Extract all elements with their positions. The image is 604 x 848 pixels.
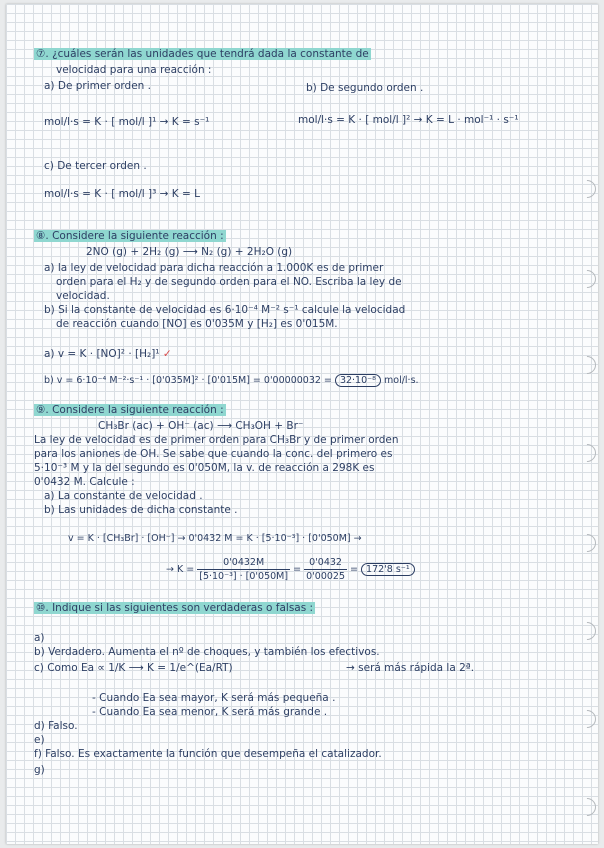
q9-result: 172'8 s⁻¹ <box>361 563 415 576</box>
binder-ring-icon <box>574 176 599 201</box>
q7-title: ⑦. ¿cuáles serán las unidades que tendrá dada la constante de <box>36 48 369 60</box>
q9-text-1: La ley de velocidad es de primer orden para CH₃Br y de primer orden <box>34 434 399 446</box>
q9-text-3: 5·10⁻³ M y la del segundo es 0'050M, la v. de reacción a 298K es <box>34 462 375 474</box>
q8-b-result: 32·10⁻⁸ <box>335 374 381 387</box>
q9-title: ⑨. Considere la siguiente reacción : <box>36 404 224 416</box>
q9-fraction-2: $\frac{0'0432}{0'00025}$ <box>306 557 346 582</box>
q9-fraction-1: $\frac{0'0432M}{\text{[5·10⁻³] · [0'050M]}}$ <box>199 557 289 582</box>
q10-title: ⑩. Indique si las siguientes son verdaderas o falsas : <box>36 602 314 614</box>
q10-e: e) <box>34 734 45 746</box>
q7-c-label: c) De tercer orden . <box>44 160 147 172</box>
q10-a: a) <box>34 632 45 644</box>
q9-part-a: a) La constante de velocidad . <box>44 490 203 502</box>
q10-c-right: → será más rápida la 2ª. <box>346 662 475 674</box>
binder-ring-icon <box>574 706 599 731</box>
q9-part-b: b) Las unidades de dicha constante . <box>44 504 238 516</box>
binder-ring-icon <box>574 530 599 555</box>
q9-text-4: 0'0432 M. Calcule : <box>34 476 135 488</box>
q8-a-text-1: a) la ley de velocidad para dicha reacción a 1.000K es de primer <box>44 262 384 274</box>
binder-ring-icon <box>574 794 599 819</box>
check-mark-icon: ✓ <box>162 348 172 360</box>
q10-f: f) Falso. Es exactamente la función que desempeña el catalizador. <box>34 748 382 760</box>
notebook-page <box>6 4 598 844</box>
q7-a-label: a) De primer orden . <box>44 80 152 92</box>
q10-c-3: - Cuando Ea sea menor, K será más grande . <box>92 706 328 718</box>
q8-b-text-2: de reacción cuando [NO] es 0'035M y [H₂] es 0'015M. <box>56 318 338 330</box>
q7-title-cont: velocidad para una reacción : <box>56 64 212 76</box>
binder-ring-icon <box>574 440 599 465</box>
q7-a-equation: mol/l·s = K · [ mol/l ]¹ → K = s⁻¹ <box>44 116 210 128</box>
q8-b-answer: b) v = 6·10⁻⁴ M⁻²·s⁻¹ · [0'035M]² · [0'015M] = 0'00000032 = 32·10⁻⁸ mol/l·s. <box>44 375 419 386</box>
q9-equation-2: → K = $\frac{0'0432M}{\text{[5·10⁻³] · [0'050M]}}$ = $\frac{0'0432}{0'00025}$ = 172'8 s⁻¹ <box>166 556 415 583</box>
q9-equation-1: v = K · [CH₃Br] · [OH⁻] → 0'0432 M = K · [5·10⁻³] · [0'050M] → <box>68 533 362 544</box>
q8-a-answer: a) v = K · [NO]² · [H₂]¹ ✓ <box>44 348 172 360</box>
q9-reaction: CH₃Br (ac) + OH⁻ (ac) ⟶ CH₃OH + Br⁻ <box>98 420 304 432</box>
binder-ring-icon <box>574 352 599 377</box>
q8-a-text-3: velocidad. <box>56 290 110 302</box>
q10-d: d) Falso. <box>34 720 78 732</box>
q8-b-text-1: b) Si la constante de velocidad es 6·10⁻⁴ M⁻² s⁻¹ calcule la velocidad <box>44 304 406 316</box>
q7-b-label: b) De segundo orden . <box>306 82 424 94</box>
q10-g: g) <box>34 764 45 776</box>
q8-a-text-2: orden para el H₂ y de segundo orden para el NO. Escriba la ley de <box>56 276 402 288</box>
q9-text-2: para los aniones de OH. Se sabe que cuando la conc. del primero es <box>34 448 393 460</box>
q10-c-2: - Cuando Ea sea mayor, K será más pequeña . <box>92 692 336 704</box>
binder-ring-icon <box>574 618 599 643</box>
q7-c-equation: mol/l·s = K · [ mol/l ]³ → K = L <box>44 188 200 200</box>
q10-c-1: c) Como Ea ∝ 1/K ⟶ K = 1/e^(Ea/RT) <box>34 662 233 674</box>
binder-ring-icon <box>574 266 599 291</box>
q8-reaction: 2NO (g) + 2H₂ (g) ⟶ N₂ (g) + 2H₂O (g) <box>86 246 293 258</box>
q7-b-equation: mol/l·s = K · [ mol/l ]² → K = L · mol⁻¹ · s⁻¹ <box>298 114 519 126</box>
q10-b: b) Verdadero. Aumenta el nº de choques, y también los efectivos. <box>34 646 380 658</box>
q8-title: ⑧. Considere la siguiente reacción : <box>36 230 224 242</box>
